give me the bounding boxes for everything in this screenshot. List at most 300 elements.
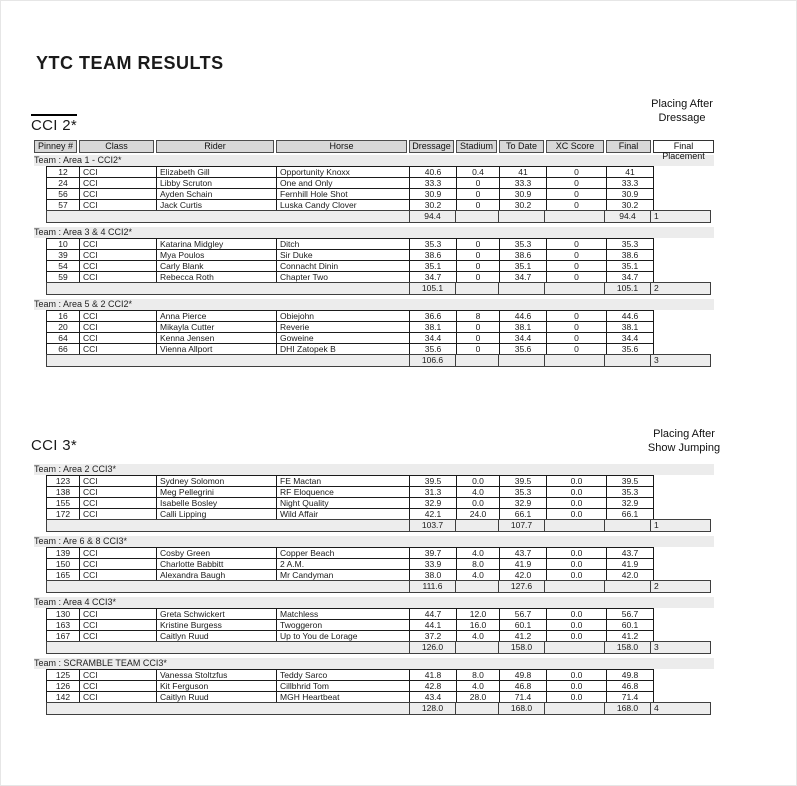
cell-rider: Katarina Midgley [156,238,277,250]
cell-class: CCI [79,547,157,559]
total-placement: 1 [650,210,711,223]
col-header-xcscore: XC Score [546,140,604,153]
cell-rider: Kristine Burgess [156,619,277,631]
cell-final: 39.5 [606,475,654,487]
cell-stadium: 0.0 [456,497,500,509]
note-line: Dressage [658,111,706,124]
total-final: 94.4 [604,210,652,223]
cell-horse: Teddy Sarco [276,669,410,681]
total-stadium [455,282,499,295]
total-stadium [455,580,499,593]
cell-stadium: 0 [456,343,500,355]
cell-todate: 49.8 [499,669,547,681]
cell-class: CCI [79,177,157,189]
total-spacer [46,641,410,654]
cell-dressage: 44.1 [409,619,457,631]
cell-dressage: 30.9 [409,188,457,200]
cell-todate: 66.1 [499,508,547,520]
cell-final: 33.3 [606,177,654,189]
cell-horse: RF Eloquence [276,486,410,498]
cell-rider: Libby Scruton [156,177,277,189]
cell-stadium: 4.0 [456,486,500,498]
team-total-row [46,210,714,223]
cell-final: 44.6 [606,310,654,322]
cell-rider: Calli Lipping [156,508,277,520]
col-header-stadium: Stadium [456,140,497,153]
total-dressage: 126.0 [409,641,457,654]
cell-class: CCI [79,271,157,283]
cell-class: CCI [79,508,157,520]
cell-class: CCI [79,310,157,322]
note-line: Placing After [653,428,715,440]
total-final: 158.0 [604,641,652,654]
cell-stadium: 24.0 [456,508,500,520]
cell-rider: Cosby Green [156,547,277,559]
cell-xcscore: 0.0 [546,691,607,703]
cell-rider: Anna Pierce [156,310,277,322]
cell-todate: 30.9 [499,188,547,200]
note-line: Placing After [651,98,713,110]
cell-pinney: 138 [46,486,80,498]
cell-class: CCI [79,630,157,642]
cell-todate: 42.0 [499,569,547,581]
cell-todate: 38.1 [499,321,547,333]
cell-stadium: 0 [456,238,500,250]
cell-pinney: 123 [46,475,80,487]
cell-pinney: 16 [46,310,80,322]
cell-dressage: 34.7 [409,271,457,283]
cell-class: CCI [79,260,157,272]
cci2-results-table [34,140,714,371]
total-dressage: 103.7 [409,519,457,532]
cell-horse: Chapter Two [276,271,410,283]
col-header-rider: Rider [156,140,274,153]
cell-pinney: 150 [46,558,80,570]
cell-rider: Carly Blank [156,260,277,272]
col-header-pinney: Pinney # [34,140,77,153]
section-title-cci3: CCI 3* [31,437,77,454]
cell-class: CCI [79,558,157,570]
cell-rider: Elizabeth Gill [156,166,277,178]
total-todate [498,354,546,367]
cell-stadium: 12.0 [456,608,500,620]
total-todate: 168.0 [498,702,546,715]
cell-final: 66.1 [606,508,654,520]
team-label: Team : Area 4 CCI3* [34,597,714,608]
team-total-row [46,580,714,593]
cell-horse: Night Quality [276,497,410,509]
cell-final: 34.4 [606,332,654,344]
cell-stadium: 0 [456,199,500,211]
cell-todate: 35.3 [499,486,547,498]
total-todate [498,210,546,223]
team-total-row [46,354,714,367]
placing-after-show-jumping-note [632,428,736,456]
cell-pinney: 57 [46,199,80,211]
col-header-horse: Horse [276,140,407,153]
cell-final: 46.8 [606,680,654,692]
cell-xcscore: 0.0 [546,669,607,681]
cell-pinney: 125 [46,669,80,681]
cell-class: CCI [79,619,157,631]
cell-xcscore: 0.0 [546,475,607,487]
total-todate: 107.7 [498,519,546,532]
col-header-final: Final [606,140,651,153]
cell-final: 60.1 [606,619,654,631]
total-final: 168.0 [604,702,652,715]
cell-pinney: 54 [46,260,80,272]
cell-xcscore: 0.0 [546,486,607,498]
cell-stadium: 0 [456,271,500,283]
total-placement: 3 [650,354,711,367]
cell-dressage: 36.6 [409,310,457,322]
cell-horse: Sir Duke [276,249,410,261]
cell-todate: 43.7 [499,547,547,559]
total-xcscore [544,641,605,654]
cell-pinney: 163 [46,619,80,631]
cell-todate: 46.8 [499,680,547,692]
cell-horse: MGH Heartbeat [276,691,410,703]
cell-horse: Twoggeron [276,619,410,631]
cell-dressage: 32.9 [409,497,457,509]
cell-class: CCI [79,343,157,355]
team-table [46,669,714,715]
cell-rider: Mikayla Cutter [156,321,277,333]
cell-class: CCI [79,691,157,703]
cell-horse: Luska Candy Clover [276,199,410,211]
cell-dressage: 35.6 [409,343,457,355]
cell-stadium: 16.0 [456,619,500,631]
cell-horse: Copper Beach [276,547,410,559]
cell-todate: 34.4 [499,332,547,344]
cell-dressage: 40.6 [409,166,457,178]
cell-rider: Kenna Jensen [156,332,277,344]
total-dressage: 128.0 [409,702,457,715]
cell-rider: Caitlyn Ruud [156,630,277,642]
team-table [46,238,714,295]
cell-xcscore: 0 [546,238,607,250]
cell-final: 34.7 [606,271,654,283]
cell-xcscore: 0.0 [546,680,607,692]
cell-xcscore: 0.0 [546,569,607,581]
cell-horse: DHI Zatopek B [276,343,410,355]
team-total-row [46,282,714,295]
cell-dressage: 44.7 [409,608,457,620]
cell-dressage: 39.5 [409,475,457,487]
cell-horse: Goweine [276,332,410,344]
cell-pinney: 167 [46,630,80,642]
total-dressage: 105.1 [409,282,457,295]
cell-dressage: 33.9 [409,558,457,570]
cell-rider: Ayden Schain [156,188,277,200]
cell-final: 42.0 [606,569,654,581]
cell-final: 32.9 [606,497,654,509]
cell-pinney: 155 [46,497,80,509]
cell-final: 35.6 [606,343,654,355]
cell-xcscore: 0.0 [546,619,607,631]
cell-dressage: 31.3 [409,486,457,498]
cell-pinney: 12 [46,166,80,178]
cell-horse: FE Mactan [276,475,410,487]
cell-class: CCI [79,249,157,261]
cell-pinney: 130 [46,608,80,620]
col-header-class: Class [79,140,154,153]
team-total-row [46,702,714,715]
cell-pinney: 59 [46,271,80,283]
cell-xcscore: 0.0 [546,630,607,642]
cell-xcscore: 0 [546,321,607,333]
cell-stadium: 28.0 [456,691,500,703]
cell-pinney: 64 [46,332,80,344]
total-stadium [455,702,499,715]
cell-stadium: 0 [456,260,500,272]
team-table [46,547,714,593]
cell-pinney: 165 [46,569,80,581]
cell-final: 41 [606,166,654,178]
cell-rider: Rebecca Roth [156,271,277,283]
cell-class: CCI [79,569,157,581]
cell-xcscore: 0 [546,260,607,272]
cell-xcscore: 0 [546,188,607,200]
total-final [604,354,652,367]
cell-final: 41.2 [606,630,654,642]
total-placement: 3 [650,641,711,654]
cell-pinney: 39 [46,249,80,261]
cell-xcscore: 0.0 [546,608,607,620]
cell-class: CCI [79,608,157,620]
cell-rider: Jack Curtis [156,199,277,211]
cell-stadium: 0.0 [456,475,500,487]
total-todate: 158.0 [498,641,546,654]
cell-horse: Up to You de Lorage [276,630,410,642]
cell-dressage: 35.1 [409,260,457,272]
cell-xcscore: 0.0 [546,547,607,559]
cell-class: CCI [79,486,157,498]
team-label: Team : Area 5 & 2 CCI2* [34,299,714,310]
cell-stadium: 0 [456,188,500,200]
total-xcscore [544,354,605,367]
cell-horse: Reverie [276,321,410,333]
cell-stadium: 4.0 [456,630,500,642]
total-stadium [455,210,499,223]
cell-dressage: 41.8 [409,669,457,681]
cell-stadium: 8.0 [456,558,500,570]
cell-horse: Obiejohn [276,310,410,322]
cell-todate: 41.9 [499,558,547,570]
total-dressage: 106.6 [409,354,457,367]
cell-pinney: 56 [46,188,80,200]
cell-horse: Mr Candyman [276,569,410,581]
cell-final: 38.6 [606,249,654,261]
note-line: Show Jumping [647,441,721,454]
total-xcscore [544,580,605,593]
cell-xcscore: 0 [546,310,607,322]
total-xcscore [544,702,605,715]
cell-pinney: 172 [46,508,80,520]
cell-final: 71.4 [606,691,654,703]
cell-horse: Opportunity Knoxx [276,166,410,178]
cell-xcscore: 0 [546,177,607,189]
cell-final: 56.7 [606,608,654,620]
total-stadium [455,354,499,367]
cell-stadium: 8 [456,310,500,322]
cell-dressage: 35.3 [409,238,457,250]
total-final: 105.1 [604,282,652,295]
cell-class: CCI [79,199,157,211]
total-spacer [46,702,410,715]
cell-todate: 30.2 [499,199,547,211]
cell-stadium: 4.0 [456,680,500,692]
col-header-todate: To Date [499,140,544,153]
cell-class: CCI [79,188,157,200]
cell-stadium: 0 [456,249,500,261]
cell-rider: Sydney Solomon [156,475,277,487]
total-placement: 2 [650,282,711,295]
cell-dressage: 37.2 [409,630,457,642]
cell-final: 35.1 [606,260,654,272]
total-dressage: 111.6 [409,580,457,593]
cell-xcscore: 0 [546,332,607,344]
cell-pinney: 66 [46,343,80,355]
cell-xcscore: 0.0 [546,558,607,570]
cell-todate: 32.9 [499,497,547,509]
cell-rider: Charlotte Babbitt [156,558,277,570]
cell-final: 30.9 [606,188,654,200]
cell-todate: 35.6 [499,343,547,355]
total-spacer [46,519,410,532]
cell-horse: Fernhill Hole Shot [276,188,410,200]
cell-dressage: 43.4 [409,691,457,703]
total-placement: 2 [650,580,711,593]
cell-xcscore: 0.0 [546,508,607,520]
cell-final: 49.8 [606,669,654,681]
total-stadium [455,641,499,654]
team-table [46,310,714,367]
cell-todate: 34.7 [499,271,547,283]
cell-final: 35.3 [606,486,654,498]
cell-todate: 35.3 [499,238,547,250]
cell-xcscore: 0 [546,166,607,178]
cell-todate: 56.7 [499,608,547,620]
total-spacer [46,210,410,223]
cell-dressage: 39.7 [409,547,457,559]
cell-dressage: 30.2 [409,199,457,211]
cell-rider: Vanessa Stoltzfus [156,669,277,681]
total-final [604,519,652,532]
team-total-row [46,641,714,654]
team-label: Team : Area 2 CCI3* [34,464,714,475]
cell-stadium: 4.0 [456,569,500,581]
cell-dressage: 33.3 [409,177,457,189]
cell-horse: Matchless [276,608,410,620]
section-title-cci2: CCI 2* [31,114,77,134]
cci3-results-table [34,462,714,719]
cell-pinney: 20 [46,321,80,333]
cell-dressage: 38.6 [409,249,457,261]
total-dressage: 94.4 [409,210,457,223]
total-stadium [455,519,499,532]
cell-class: CCI [79,680,157,692]
cell-pinney: 139 [46,547,80,559]
cell-todate: 41.2 [499,630,547,642]
team-total-row [46,519,714,532]
total-spacer [46,354,410,367]
team-table [46,475,714,532]
total-placement: 4 [650,702,711,715]
cell-rider: Vienna Allport [156,343,277,355]
team-label: Team : Area 3 & 4 CCI2* [34,227,714,238]
total-xcscore [544,210,605,223]
cell-pinney: 10 [46,238,80,250]
cell-horse: Cillbhrid Tom [276,680,410,692]
cell-final: 38.1 [606,321,654,333]
cell-class: CCI [79,238,157,250]
cell-xcscore: 0 [546,199,607,211]
cell-final: 35.3 [606,238,654,250]
cell-todate: 39.5 [499,475,547,487]
cell-pinney: 126 [46,680,80,692]
cell-final: 30.2 [606,199,654,211]
total-todate [498,282,546,295]
cell-stadium: 8.0 [456,669,500,681]
cell-horse: 2 A.M. [276,558,410,570]
cell-xcscore: 0 [546,343,607,355]
cell-class: CCI [79,497,157,509]
cell-rider: Meg Pellegrini [156,486,277,498]
team-label: Team : Area 1 - CCI2* [34,155,714,166]
cell-todate: 38.6 [499,249,547,261]
team-label: Team : Are 6 & 8 CCI3* [34,536,714,547]
cell-dressage: 42.8 [409,680,457,692]
cell-todate: 41 [499,166,547,178]
cell-xcscore: 0.0 [546,497,607,509]
cell-rider: Alexandra Baugh [156,569,277,581]
total-xcscore [544,519,605,532]
team-table [46,608,714,654]
team-label: Team : SCRAMBLE TEAM CCI3* [34,658,714,669]
cell-stadium: 0 [456,321,500,333]
placing-after-dressage-note [630,98,734,126]
cell-horse: One and Only [276,177,410,189]
cell-class: CCI [79,321,157,333]
cell-rider: Caitlyn Ruud [156,691,277,703]
total-placement: 1 [650,519,711,532]
cell-rider: Greta Schwickert [156,608,277,620]
cell-horse: Wild Affair [276,508,410,520]
total-final [604,580,652,593]
cell-stadium: 0 [456,177,500,189]
cell-dressage: 34.4 [409,332,457,344]
col-header-dressage: Dressage [409,140,454,153]
page-title: YTC TEAM RESULTS [36,53,224,73]
cell-stadium: 0 [456,332,500,344]
cell-xcscore: 0 [546,271,607,283]
cell-rider: Mya Poulos [156,249,277,261]
total-xcscore [544,282,605,295]
cell-dressage: 38.0 [409,569,457,581]
cell-class: CCI [79,332,157,344]
cell-dressage: 42.1 [409,508,457,520]
total-spacer [46,580,410,593]
cell-horse: Connacht Dinin [276,260,410,272]
cell-pinney: 24 [46,177,80,189]
cell-rider: Isabelle Bosley [156,497,277,509]
cell-todate: 35.1 [499,260,547,272]
cell-class: CCI [79,166,157,178]
cell-class: CCI [79,475,157,487]
cell-rider: Kit Ferguson [156,680,277,692]
cell-stadium: 4.0 [456,547,500,559]
